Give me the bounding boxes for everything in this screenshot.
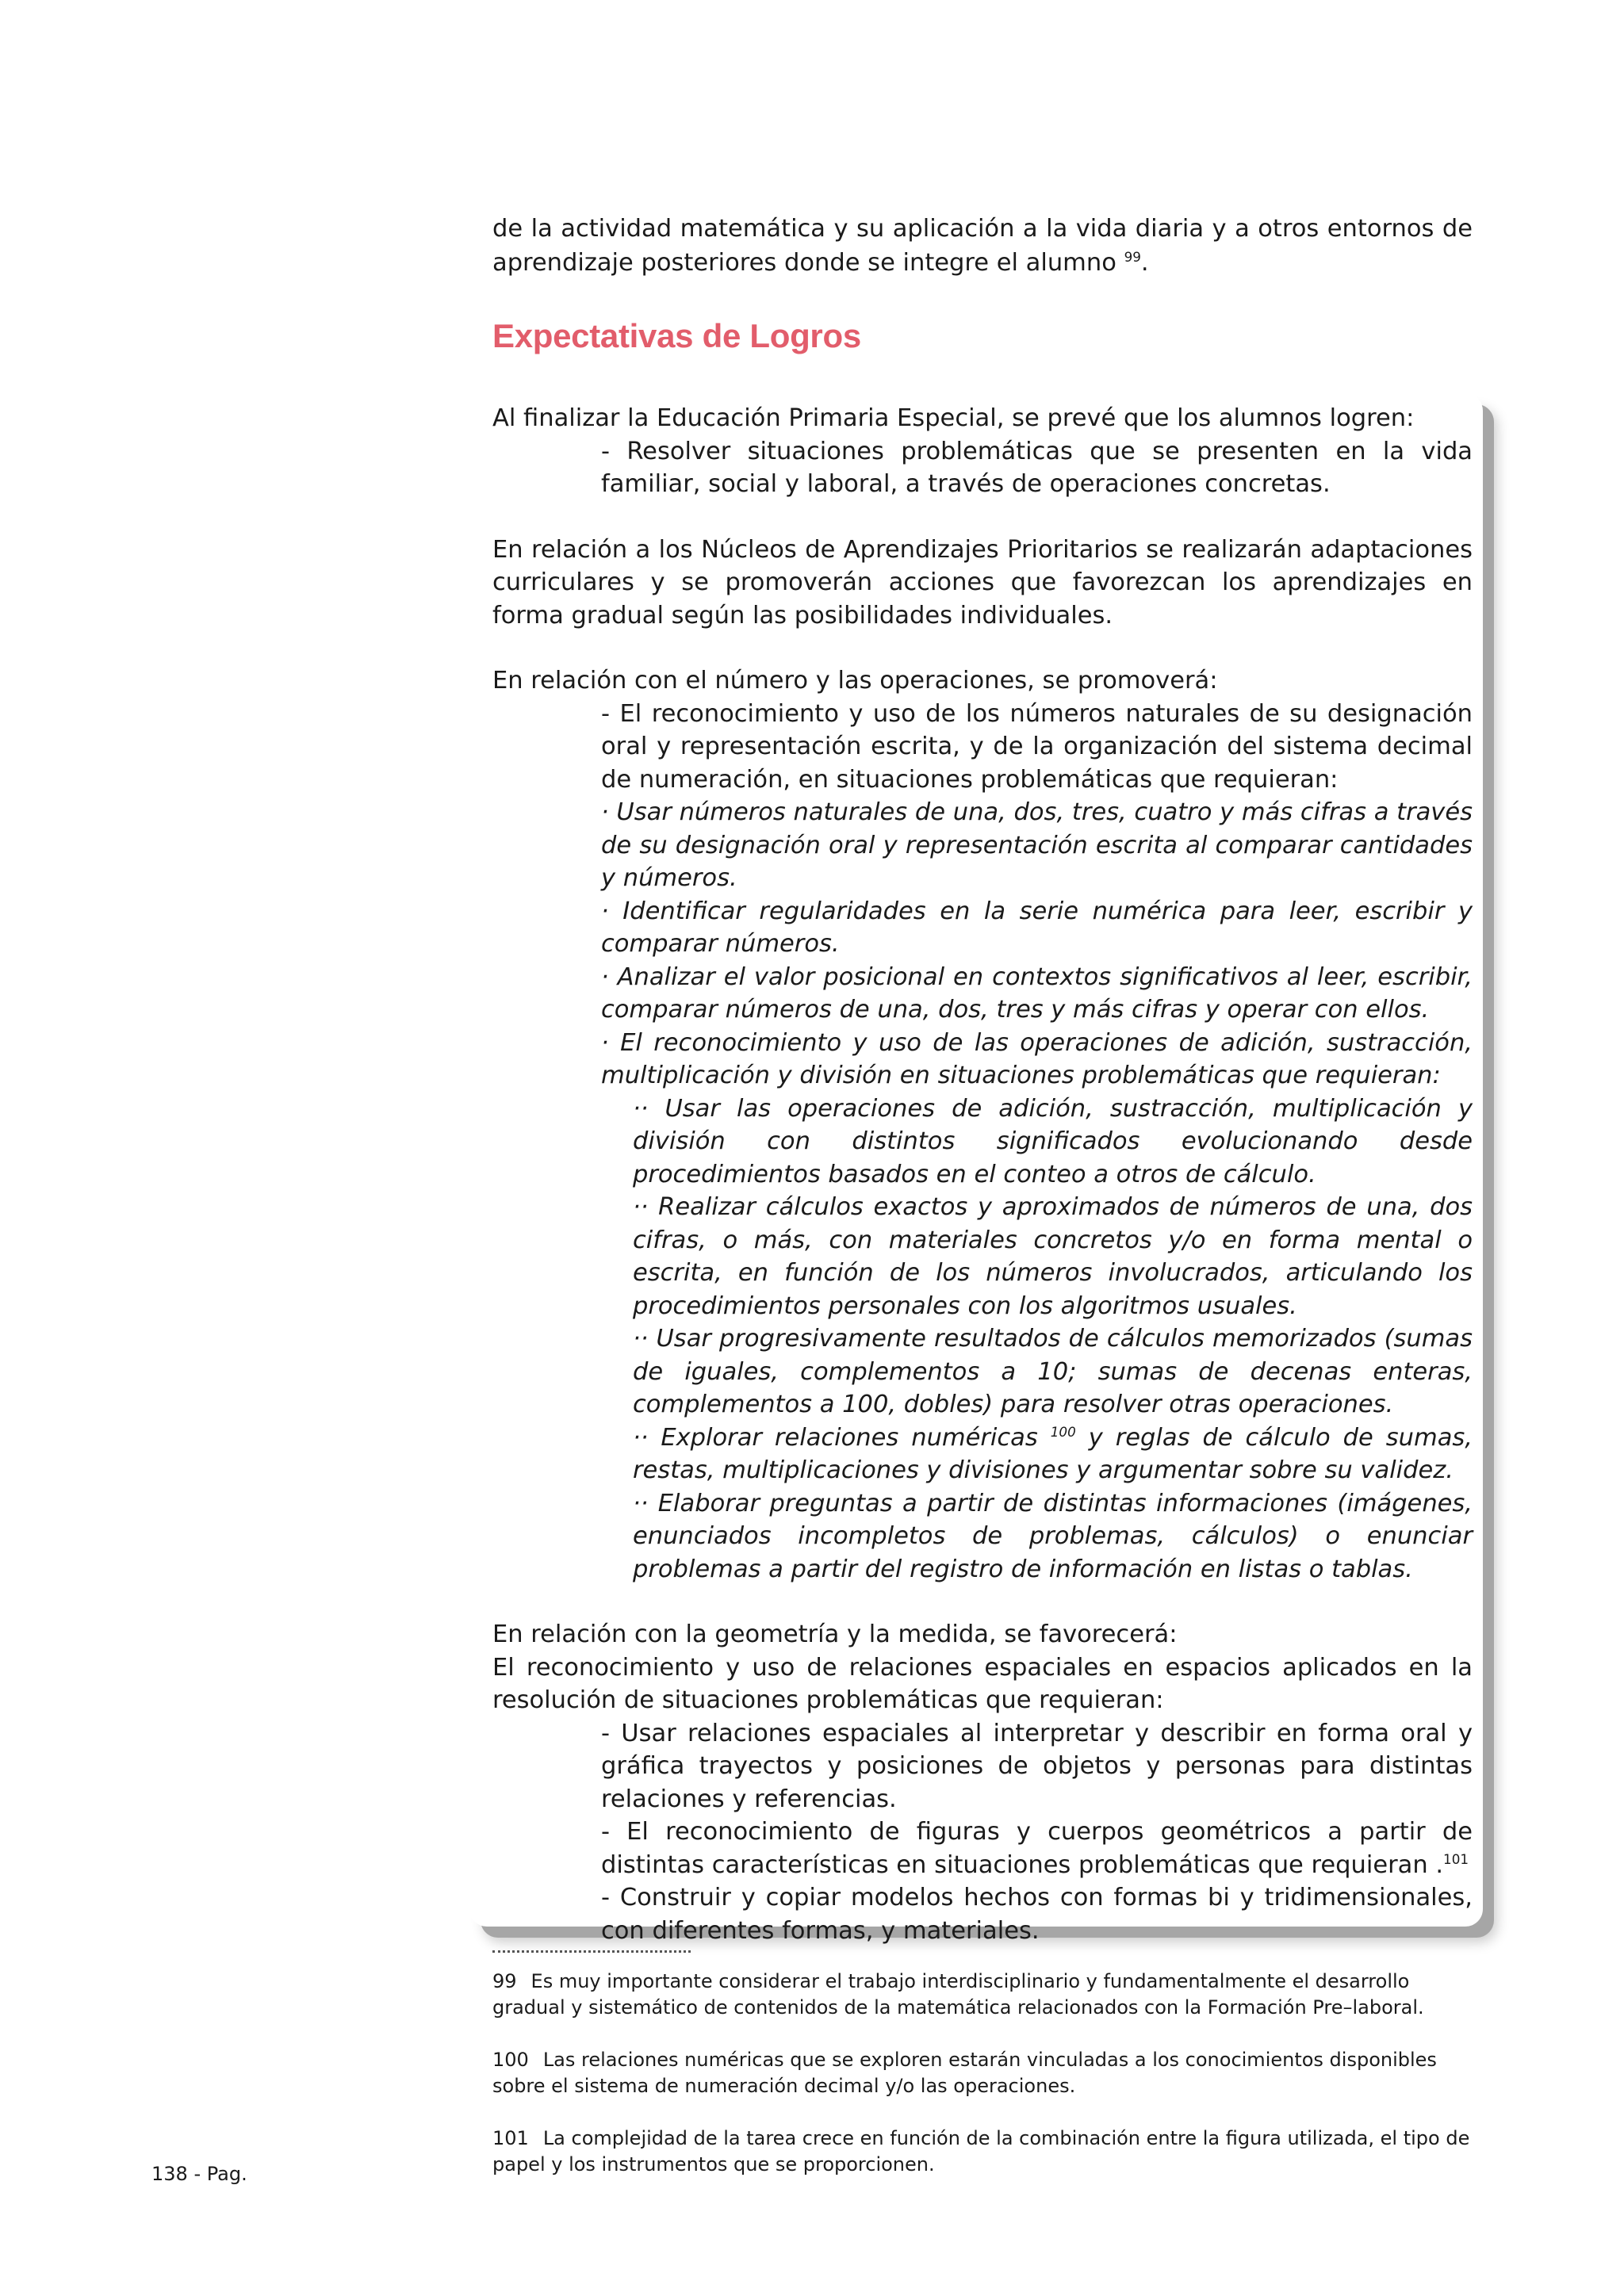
paragraph: El reconocimiento y uso de relaciones espaciales en espacios aplicados en la resolución de situaciones problemáticas que requieran:	[492, 1653, 1473, 1714]
list-item: - Resolver situaciones problemáticas que se presenten en la vida familiar, social y laboral, a través de operaciones concretas.	[601, 437, 1473, 498]
list-item: - El reconocimiento de figuras y cuerpos geométricos a partir de distintas características en situaciones problemáticas que requieran .$^{101}$	[601, 1818, 1473, 1879]
sub-sub-item: ·· Usar las operaciones de adición, sustracción, multiplicación y división con distintos significados evolucionando desde procedimientos basados en el conteo a otros de cálculo.	[633, 1094, 1473, 1188]
sub-sub-item: ·· Explorar relaciones numéricas $^{100}$ y reglas de cálculo de sumas, restas, multiplicaciones y divisiones y argumentar sobre su validez.	[633, 1423, 1473, 1484]
list-item: - Construir y copiar modelos hechos con formas bi y tridimensionales, con diferentes formas, y materiales.	[601, 1884, 1473, 1945]
paragraph: En relación con la geometría y la medida, se favorecerá:	[492, 1621, 1178, 1648]
sub-item: · El reconocimiento y uso de las operaciones de adición, sustracción, multiplicación y división en situaciones problemáticas que requieran:	[601, 1028, 1473, 1089]
paragraph: Al finalizar la Educación Primaria Especial, se prevé que los alumnos logren:	[492, 404, 1415, 432]
sub-item: · Usar números naturales de una, dos, tres, cuatro y más cifras a través de su designación oral y representación escrita al comparar cantidades y números.	[601, 798, 1473, 892]
footnote-ref-101[interactable]: 101	[1443, 1850, 1469, 1867]
sub-sub-item: ·· Elaborar preguntas a partir de distintas informaciones (imágenes, enunciados incompletos de problemas, cálculos) o enunciar problemas a partir del registro de información en listas o tablas.	[633, 1489, 1473, 1583]
intro-paragraph: de la actividad matemática y su aplicación a la vida diaria y a otros entornos de aprendizaje posteriores donde se integre el alumno $^{99}$.	[492, 215, 1473, 277]
section-title: Expectativas de Logros	[492, 317, 861, 354]
page-number: 138 - Pag.	[151, 2163, 247, 2185]
sub-sub-item: ·· Usar progresivamente resultados de cálculos memorizados (sumas de iguales, complementos a 10; sumas de decenas enteras, complementos a 100, dobles) para resolver otras operaciones.	[633, 1325, 1473, 1418]
footnote: 100 Las relaciones numéricas que se exploren estarán vinculadas a los conocimientos disponibles sobre el sistema de numeración decimal y/o las operaciones.	[492, 2049, 1437, 2097]
list-item: - El reconocimiento y uso de los números naturales de su designación oral y representación escrita, y de la organización del sistema decimal de numeración, en situaciones problemáticas que requieran:	[601, 699, 1473, 794]
sub-item: · Identificar regularidades en la serie numérica para leer, escribir y comparar números.	[601, 897, 1473, 958]
footnote-ref-99[interactable]: 99	[1124, 248, 1141, 265]
footnote-number: 99	[492, 1970, 517, 1992]
list-item: - Usar relaciones espaciales al interpretar y describir en forma oral y gráfica trayectos y posiciones de objetos y personas para distintas relaciones y referencias.	[601, 1719, 1473, 1813]
footnote: 101 La complejidad de la tarea crece en función de la combinación entre la figura utilizada, el tipo de papel y los instrumentos que se proporcionen.	[492, 2127, 1470, 2175]
sub-sub-item: ·· Realizar cálculos exactos y aproximados de números de una, dos cifras, o más, con materiales concretos y/o en forma mental o escrita, en función de los números involucrados, articulando los procedimientos personales con los algoritmos usuales.	[633, 1193, 1473, 1320]
footnote-separator	[492, 1950, 691, 1953]
paragraph: En relación a los Núcleos de Aprendizajes Prioritarios se realizarán adaptaciones curriculares y se promoverán acciones que favorezcan los aprendizajes en forma gradual según las posibilidades individuales.	[492, 535, 1473, 629]
footnote-number: 100	[492, 2049, 529, 2071]
footnotes	[492, 1969, 1473, 2204]
content-card	[469, 393, 1483, 1945]
footnote: 99 Es muy importante considerar el trabajo interdisciplinario y fundamentalmente el desarrollo gradual y sistemático de contenidos de la matemática relacionados con la Formación Pre–laboral.	[492, 1970, 1424, 2019]
paragraph: En relación con el número y las operaciones, se promoverá:	[492, 667, 1218, 695]
sub-item: · Analizar el valor posicional en contextos significativos al leer, escribir, comparar números de una, dos, tres y más cifras y operar con ellos.	[601, 962, 1473, 1024]
footnote-ref-100[interactable]: 100	[1050, 1423, 1076, 1440]
footnote-number: 101	[492, 2127, 529, 2149]
